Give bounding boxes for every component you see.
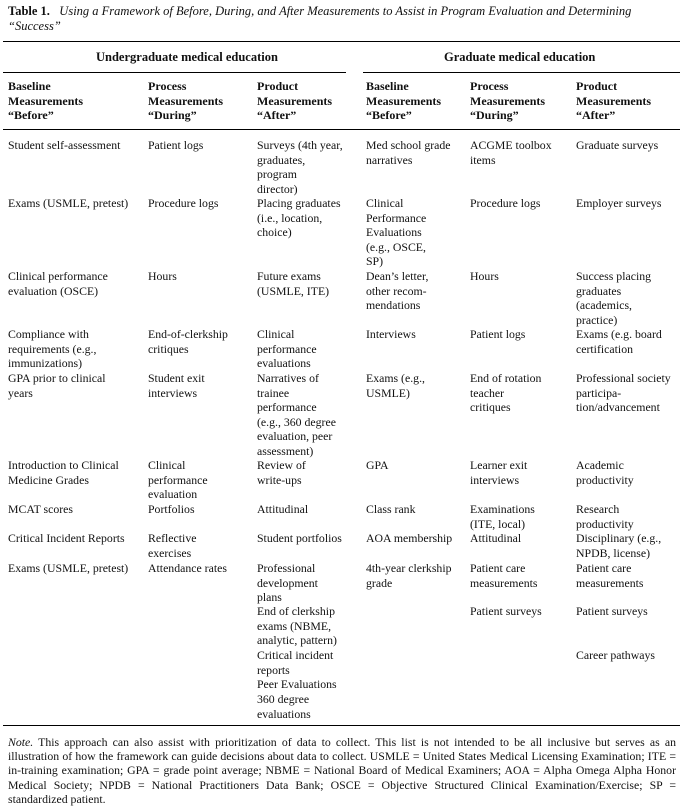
cell-process-undergrad: Procedure logs [148,196,219,210]
table-caption [8,4,676,34]
cell-product-undergrad: Surveys (4th year, graduates, program director) [257,138,343,196]
cell-product-graduate: Professional society participa- tion/advancement [576,371,671,414]
cell-product-undergrad: Placing graduates (i.e., location, choice) [257,196,341,239]
cell-product-graduate: Exams (e.g. board certification [576,327,662,356]
cell-product-undergrad: Professional development plans [257,561,318,604]
cell-process-undergrad: End-of-clerkship critiques [148,327,228,356]
cell-process-graduate: Procedure logs [470,196,541,210]
cell-process-graduate: Examinations (ITE, local) [470,502,535,531]
cell-baseline-undergrad: Critical Incident Reports [8,531,125,545]
bottom-rule [3,725,680,726]
top-rule [3,41,680,42]
cell-baseline-graduate: AOA membership [366,531,453,545]
header-product-graduate: Product Measurements “After” [576,79,652,122]
cell-product-undergrad: Review of write-ups [257,458,306,487]
cell-product-graduate: Success placing graduates (academics, practice) [576,269,652,327]
cell-baseline-undergrad: Exams (USMLE, pretest) [8,196,129,210]
group-graduate: Graduate medical education [444,50,596,64]
table-title: Using a Framework of Before, During, and After Measurements to Assist in Program Evaluation and Determining “Success” [8,4,632,33]
cell-product-graduate: Disciplinary (e.g., NPDB, license) [576,531,662,560]
cell-process-graduate: Hours [470,269,499,283]
cell-process-graduate: End of rotation teacher critiques [470,371,542,414]
cell-baseline-graduate: Exams (e.g., USMLE) [366,371,425,400]
cell-process-graduate: Patient care measurements [470,561,538,590]
cell-product-graduate: Patient surveys [576,604,648,618]
cell-product-undergrad: End of clerkship exams (NBME, analytic, pattern) [257,604,337,647]
cell-process-undergrad: Hours [148,269,177,283]
note-text: This approach can also assist with prioritization of data to collect. This list is not intended to be all inclusive but serves as an illustration of how the framework can guide decisions about data to collect. USMLE = United States Medical Licensing Examination; ITE = in-training examination; GPA = grade point average; NBME = National Board of Medical Examiners; AOA = Alpha Omega Alpha Honor Medical Society; NPDB = National Practitioners Data Bank; OSCE = Objective Structured Clinical Examination/Exercise; SP = standardized patient. [8,735,676,806]
cell-baseline-graduate: Dean’s letter, other recom- mendations [366,269,429,312]
header-rule [3,129,680,130]
cell-process-undergrad: Student exit interviews [148,371,205,400]
cell-baseline-graduate: Med school grade narratives [366,138,451,167]
header-baseline-graduate: Baseline Measurements “Before” [366,79,442,122]
cell-process-graduate: Patient logs [470,327,526,341]
cell-process-graduate: Attitudinal [470,531,522,545]
cell-product-undergrad: Attitudinal [257,502,309,516]
cell-baseline-graduate: Clinical Performance Evaluations (e.g., OSCE, SP) [366,196,427,268]
cell-baseline-undergrad: Student self-assessment [8,138,121,152]
cell-process-graduate: Learner exit interviews [470,458,528,487]
cell-baseline-graduate: Class rank [366,502,416,516]
table-note [8,735,676,806]
header-baseline-undergrad: Baseline Measurements “Before” [8,79,84,122]
header-process-graduate: Process Measurements “During” [470,79,546,122]
cell-baseline-undergrad: Introduction to Clinical Medicine Grades [8,458,119,487]
note-label: Note. [8,735,34,749]
group-rule-graduate [363,72,680,73]
cell-product-graduate: Patient care measurements [576,561,644,590]
cell-baseline-graduate: GPA [366,458,389,472]
cell-baseline-undergrad: Clinical performance evaluation (OSCE) [8,269,108,298]
table-label: Table 1. [8,4,50,18]
group-undergrad: Undergraduate medical education [96,50,278,64]
cell-product-undergrad: Narratives of trainee performance (e.g., 360 degree evaluation, peer assessment) [257,371,336,458]
cell-baseline-graduate: Interviews [366,327,416,341]
cell-process-graduate: ACGME toolbox items [470,138,552,167]
cell-product-undergrad: Future exams (USMLE, ITE) [257,269,330,298]
cell-baseline-undergrad: MCAT scores [8,502,73,516]
cell-product-undergrad: Peer Evaluations [257,677,337,691]
cell-product-undergrad: Student portfolios [257,531,342,545]
cell-product-undergrad: Clinical performance evaluations [257,327,317,370]
cell-process-undergrad: Patient logs [148,138,204,152]
cell-product-undergrad: 360 degree evaluations [257,692,311,721]
cell-baseline-graduate: 4th-year clerkship grade [366,561,452,590]
cell-product-graduate: Research productivity [576,502,634,531]
cell-product-graduate: Employer surveys [576,196,662,210]
cell-product-graduate: Graduate surveys [576,138,659,152]
cell-product-graduate: Career pathways [576,648,655,662]
cell-baseline-undergrad: Exams (USMLE, pretest) [8,561,129,575]
cell-process-undergrad: Attendance rates [148,561,227,575]
cell-process-undergrad: Clinical performance evaluation [148,458,208,501]
cell-baseline-undergrad: GPA prior to clinical years [8,371,106,400]
cell-product-undergrad: Critical incident reports [257,648,334,677]
header-product-undergrad: Product Measurements “After” [257,79,333,122]
cell-process-undergrad: Reflective exercises [148,531,197,560]
cell-process-undergrad: Portfolios [148,502,195,516]
header-process-undergrad: Process Measurements “During” [148,79,224,122]
cell-process-graduate: Patient surveys [470,604,542,618]
cell-product-graduate: Academic productivity [576,458,634,487]
cell-baseline-undergrad: Compliance with requirements (e.g., immunizations) [8,327,97,370]
group-rule-undergrad [3,72,346,73]
